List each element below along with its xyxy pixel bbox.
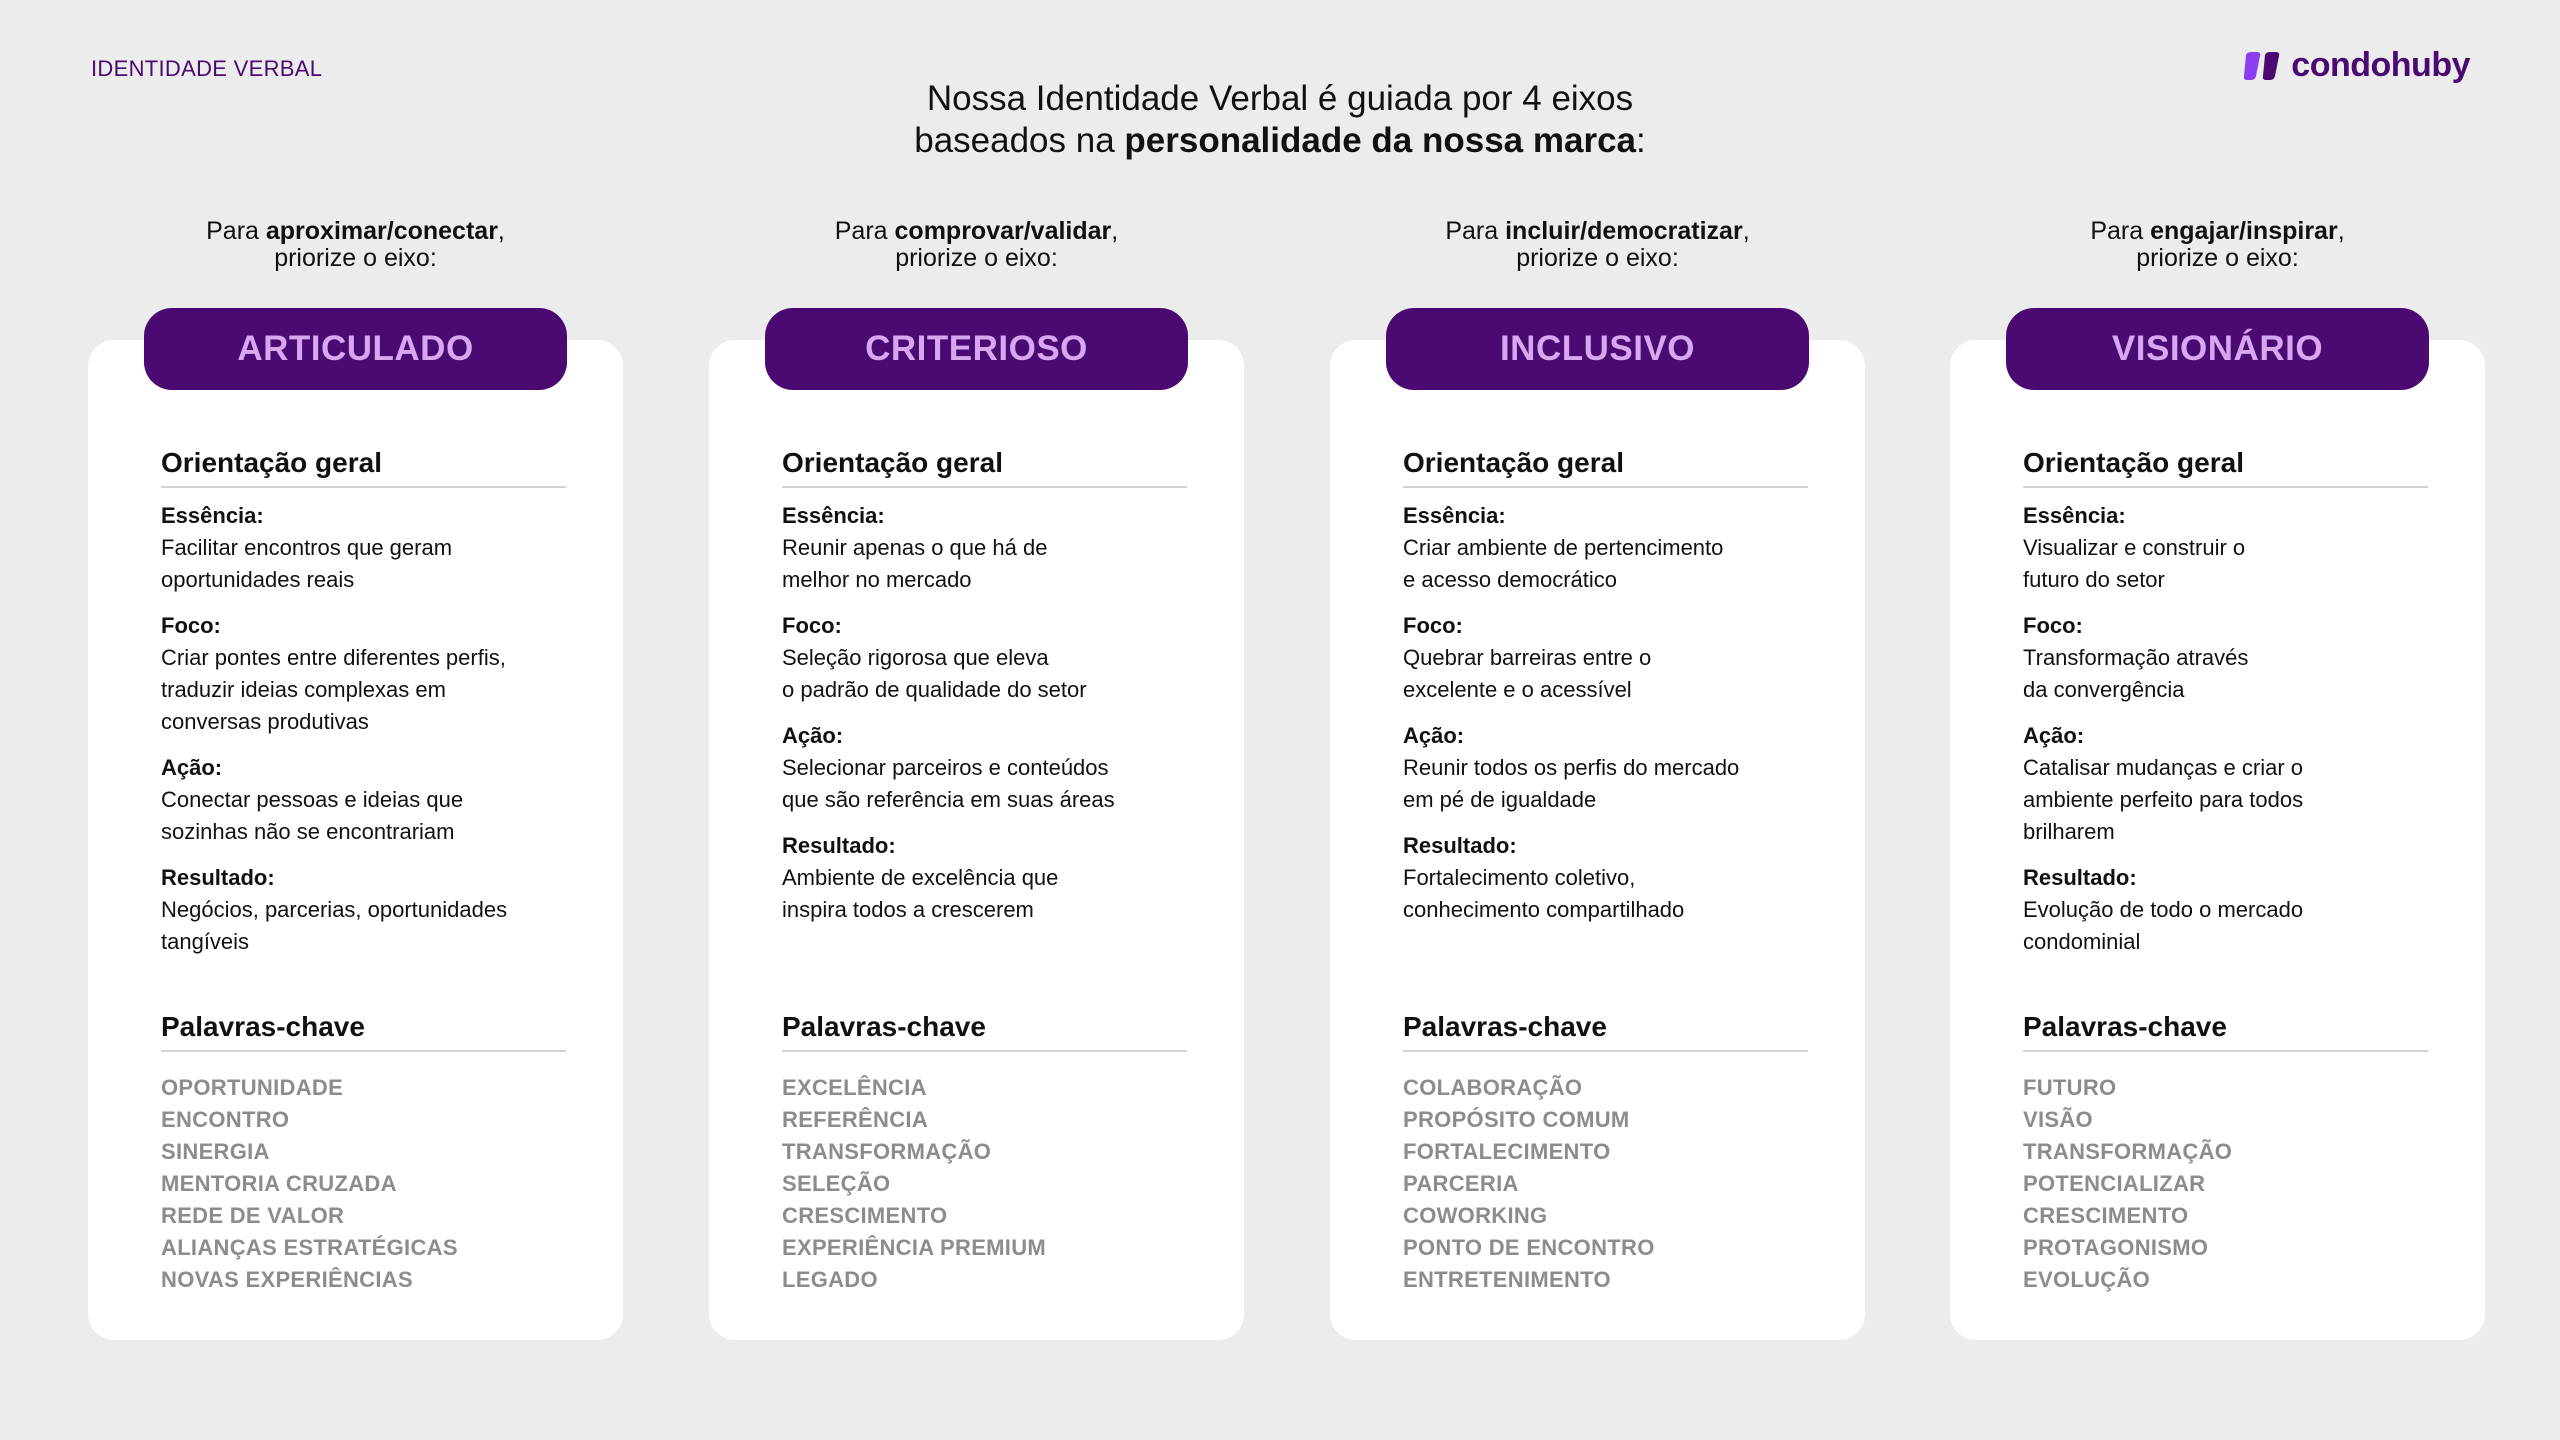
headline-line-2 xyxy=(0,120,2560,162)
attr-value: Facilitar encontros que geram oportunidades reais xyxy=(161,535,453,592)
keyword-item: EXCELÊNCIA xyxy=(782,1075,927,1100)
attr-value: Fortalecimento coletivo, conhecimento compartilhado xyxy=(1403,865,1685,922)
attr-essencia xyxy=(2023,500,2443,596)
attr-acao xyxy=(161,752,581,848)
keyword-item: PROTAGONISMO xyxy=(2023,1235,2209,1260)
axis-intro xyxy=(1950,218,2485,272)
keywords-list xyxy=(2023,1072,2443,1296)
keyword-item: CRESCIMENTO xyxy=(782,1203,948,1228)
logo-wordmark: condohuby xyxy=(2291,46,2470,84)
orientation-title: Orientação geral xyxy=(161,447,566,488)
attr-value: Quebrar barreiras entre o excelente e o acessível xyxy=(1403,645,1652,702)
axis-intro-pre: Para xyxy=(2090,217,2151,245)
attr-value: Transformação através da convergência xyxy=(2023,645,2249,702)
axis-intro xyxy=(1330,218,1865,272)
keyword-item: CRESCIMENTO xyxy=(2023,1203,2189,1228)
axis-intro xyxy=(88,218,623,272)
keyword-item: FORTALECIMENTO xyxy=(1403,1139,1611,1164)
keyword-item: PARCERIA xyxy=(1403,1171,1519,1196)
axis-intro-line-1 xyxy=(88,218,623,245)
attr-resultado xyxy=(782,830,1202,926)
keyword-item: ALIANÇAS ESTRATÉGICAS xyxy=(161,1235,458,1260)
keyword-item: NOVAS EXPERIÊNCIAS xyxy=(161,1267,413,1292)
orientation-title: Orientação geral xyxy=(2023,447,2428,488)
orientation-title: Orientação geral xyxy=(1403,447,1808,488)
keywords-list xyxy=(1403,1072,1823,1296)
attr-label: Essência: xyxy=(782,503,885,528)
axis-intro-line-1 xyxy=(709,218,1244,245)
orientation-title: Orientação geral xyxy=(782,447,1187,488)
attr-value: Selecionar parceiros e conteúdos que são referência em suas áreas xyxy=(782,755,1115,812)
attr-acao xyxy=(782,720,1202,816)
attr-foco xyxy=(161,610,581,738)
attr-value: Evolução de todo o mercado condominial xyxy=(2023,897,2304,954)
keyword-item: PROPÓSITO COMUM xyxy=(1403,1107,1630,1132)
keyword-item: COLABORAÇÃO xyxy=(1403,1075,1583,1100)
axis-intro-line-2: priorize o eixo: xyxy=(895,244,1058,272)
attr-label: Ação: xyxy=(161,755,223,780)
axis-title-badge: VISIONÁRIO xyxy=(2006,308,2429,390)
axis-intro-pre: Para xyxy=(1445,217,1506,245)
keyword-item: REFERÊNCIA xyxy=(782,1107,929,1132)
logo-mark-icon xyxy=(2243,51,2283,81)
attr-resultado xyxy=(1403,830,1823,926)
axis-intro-bold: engajar/inspirar xyxy=(2150,217,2338,245)
keyword-item: POTENCIALIZAR xyxy=(2023,1171,2206,1196)
keywords-title: Palavras-chave xyxy=(2023,1011,2428,1052)
attr-essencia xyxy=(1403,500,1823,596)
orientation-attributes xyxy=(782,500,1202,940)
keyword-item: SINERGIA xyxy=(161,1139,270,1164)
section-tag: IDENTIDADE VERBAL xyxy=(91,56,323,81)
attr-essencia xyxy=(782,500,1202,596)
attr-value: Ambiente de excelência que inspira todos a crescerem xyxy=(782,865,1059,922)
axis-intro-bold: comprovar/validar xyxy=(894,217,1112,245)
axis-intro-pre: Para xyxy=(206,217,266,245)
attr-label: Essência: xyxy=(161,503,264,528)
keyword-item: VISÃO xyxy=(2023,1107,2093,1132)
axis-intro-post: , xyxy=(1742,217,1750,245)
keyword-item: TRANSFORMAÇÃO xyxy=(2023,1139,2233,1164)
keyword-item: COWORKING xyxy=(1403,1203,1548,1228)
attr-resultado xyxy=(161,862,581,958)
keyword-item: REDE DE VALOR xyxy=(161,1203,345,1228)
attr-label: Ação: xyxy=(782,723,844,748)
attr-label: Foco: xyxy=(161,613,221,638)
keywords-title: Palavras-chave xyxy=(782,1011,1187,1052)
keyword-item: ENCONTRO xyxy=(161,1107,290,1132)
keyword-item: LEGADO xyxy=(782,1267,878,1292)
attr-label: Foco: xyxy=(2023,613,2083,638)
attr-foco xyxy=(782,610,1202,706)
keyword-item: TRANSFORMAÇÃO xyxy=(782,1139,992,1164)
keyword-item: EXPERIÊNCIA PREMIUM xyxy=(782,1235,1047,1260)
attr-label: Essência: xyxy=(2023,503,2126,528)
axis-intro-post: , xyxy=(2337,217,2345,245)
headline-line-1: Nossa Identidade Verbal é guiada por 4 eixos xyxy=(926,79,1634,118)
attr-label: Resultado: xyxy=(161,865,275,890)
attr-value: Conectar pessoas e ideias que sozinhas não se encontrariam xyxy=(161,787,464,844)
axis-intro-post: , xyxy=(1111,217,1119,245)
axis-intro-post: , xyxy=(497,217,505,245)
attr-value: Reunir apenas o que há de melhor no mercado xyxy=(782,535,1048,592)
keyword-item: EVOLUÇÃO xyxy=(2023,1267,2151,1292)
keyword-item: ENTRETENIMENTO xyxy=(1403,1267,1611,1292)
attr-foco xyxy=(2023,610,2443,706)
axis-intro-line-2: priorize o eixo: xyxy=(2136,244,2299,272)
attr-label: Essência: xyxy=(1403,503,1506,528)
keyword-item: OPORTUNIDADE xyxy=(161,1075,344,1100)
keywords-list xyxy=(782,1072,1202,1296)
headline-line-2-post: : xyxy=(1636,121,1646,160)
axis-intro-bold: incluir/democratizar xyxy=(1505,217,1743,245)
attr-value: Visualizar e construir o futuro do setor xyxy=(2023,535,2246,592)
axis-intro-line-2: priorize o eixo: xyxy=(1516,244,1679,272)
attr-label: Resultado: xyxy=(782,833,896,858)
keyword-item: FUTURO xyxy=(2023,1075,2117,1100)
keywords-title: Palavras-chave xyxy=(161,1011,566,1052)
axis-intro-line-1 xyxy=(1330,218,1865,245)
attr-value: Criar ambiente de pertencimento e acesso democrático xyxy=(1403,535,1724,592)
attr-value: Seleção rigorosa que eleva o padrão de qualidade do setor xyxy=(782,645,1087,702)
attr-label: Ação: xyxy=(1403,723,1465,748)
attr-foco xyxy=(1403,610,1823,706)
attr-essencia xyxy=(161,500,581,596)
axis-intro-line-1 xyxy=(1950,218,2485,245)
orientation-attributes xyxy=(1403,500,1823,940)
orientation-attributes xyxy=(161,500,581,972)
axis-title-badge: INCLUSIVO xyxy=(1386,308,1809,390)
axis-intro-pre: Para xyxy=(834,217,895,245)
orientation-attributes xyxy=(2023,500,2443,972)
attr-acao xyxy=(1403,720,1823,816)
headline-line-2-bold: personalidade da nossa marca xyxy=(1124,121,1637,160)
headline-line-2-pre: baseados na xyxy=(914,121,1125,160)
keyword-item: PONTO DE ENCONTRO xyxy=(1403,1235,1655,1260)
attr-value: Negócios, parcerias, oportunidades tangíveis xyxy=(161,897,508,954)
attr-value: Criar pontes entre diferentes perfis, traduzir ideias complexas em conversas produtivas xyxy=(161,645,506,734)
attr-resultado xyxy=(2023,862,2443,958)
keyword-item: SELEÇÃO xyxy=(782,1171,891,1196)
keywords-title: Palavras-chave xyxy=(1403,1011,1808,1052)
attr-label: Foco: xyxy=(1403,613,1463,638)
attr-value: Catalisar mudanças e criar o ambiente perfeito para todos brilharem xyxy=(2023,755,2304,844)
attr-value: Reunir todos os perfis do mercado em pé de igualdade xyxy=(1403,755,1740,812)
keywords-list xyxy=(161,1072,581,1296)
axis-intro xyxy=(709,218,1244,272)
axis-title-badge: ARTICULADO xyxy=(144,308,567,390)
attr-label: Resultado: xyxy=(2023,865,2137,890)
axis-intro-bold: aproximar/conectar xyxy=(265,217,498,245)
attr-label: Resultado: xyxy=(1403,833,1517,858)
attr-label: Foco: xyxy=(782,613,842,638)
axis-intro-line-2: priorize o eixo: xyxy=(274,244,437,272)
keyword-item: MENTORIA CRUZADA xyxy=(161,1171,397,1196)
attr-label: Ação: xyxy=(2023,723,2085,748)
page-headline xyxy=(0,78,2560,162)
axis-title-badge: CRITERIOSO xyxy=(765,308,1188,390)
attr-acao xyxy=(2023,720,2443,848)
